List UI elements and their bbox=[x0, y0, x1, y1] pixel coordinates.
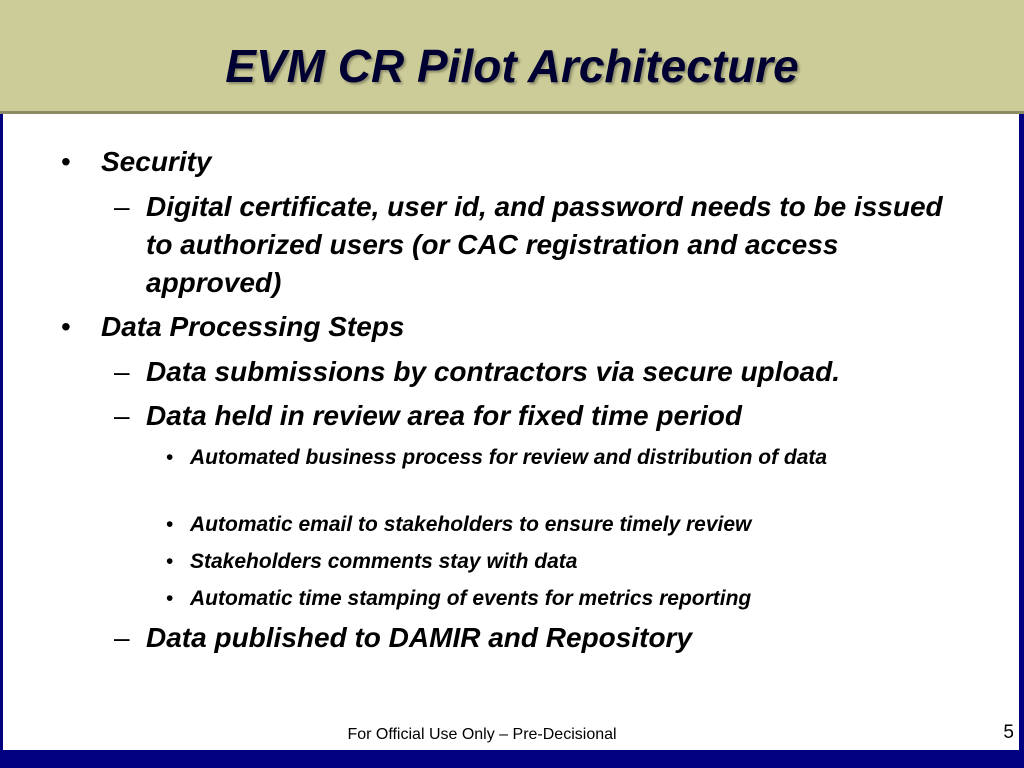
bullet-item bbox=[166, 509, 930, 540]
bullet-marker: – bbox=[114, 356, 130, 387]
bullet-item bbox=[114, 397, 966, 435]
footer-text: For Official Use Only – Pre-Decisional bbox=[347, 726, 617, 743]
bullet-text: Data submissions by contractors via secure upload. bbox=[146, 356, 840, 387]
bullet-item bbox=[114, 619, 966, 657]
bottom-bar bbox=[0, 750, 1024, 768]
bullet-text: Automated business process for review and distribution of data bbox=[190, 446, 828, 469]
bullet-item bbox=[61, 143, 961, 181]
bullet-marker: • bbox=[166, 446, 174, 469]
bullet-marker: • bbox=[166, 587, 174, 610]
bullet-text: Digital certificate, user id, and password needs to be issued to authorized users (or CAC registration and access approved) bbox=[146, 191, 943, 298]
slide-title: EVM CR Pilot Architecture bbox=[225, 40, 799, 92]
bullet-item bbox=[166, 442, 930, 473]
left-border bbox=[0, 114, 3, 754]
bullet-text: Automatic time stamping of events for metrics reporting bbox=[190, 587, 752, 610]
page-number: 5 bbox=[1003, 722, 1014, 743]
bullet-item bbox=[114, 188, 966, 302]
bullet-marker: – bbox=[114, 400, 130, 431]
bullet-item bbox=[166, 583, 930, 614]
bullet-text: Stakeholders comments stay with data bbox=[190, 550, 578, 573]
bullet-text: Automatic email to stakeholders to ensure timely review bbox=[190, 513, 752, 536]
bullet-marker: • bbox=[166, 550, 174, 573]
bullet-marker: • bbox=[166, 513, 174, 536]
bullet-text: Data held in review area for fixed time period bbox=[146, 400, 742, 431]
right-border bbox=[1019, 114, 1024, 754]
bullet-item bbox=[166, 546, 930, 577]
bullet-marker: • bbox=[61, 146, 71, 177]
bullet-marker: – bbox=[114, 191, 130, 222]
bullet-item bbox=[114, 353, 966, 391]
bullet-text: Security bbox=[101, 146, 212, 177]
bullet-item bbox=[61, 308, 961, 346]
bullet-text: Data Processing Steps bbox=[101, 311, 405, 342]
bullet-marker: • bbox=[61, 311, 71, 342]
bullet-marker: – bbox=[114, 622, 130, 653]
bullet-text: Data published to DAMIR and Repository bbox=[146, 622, 693, 653]
